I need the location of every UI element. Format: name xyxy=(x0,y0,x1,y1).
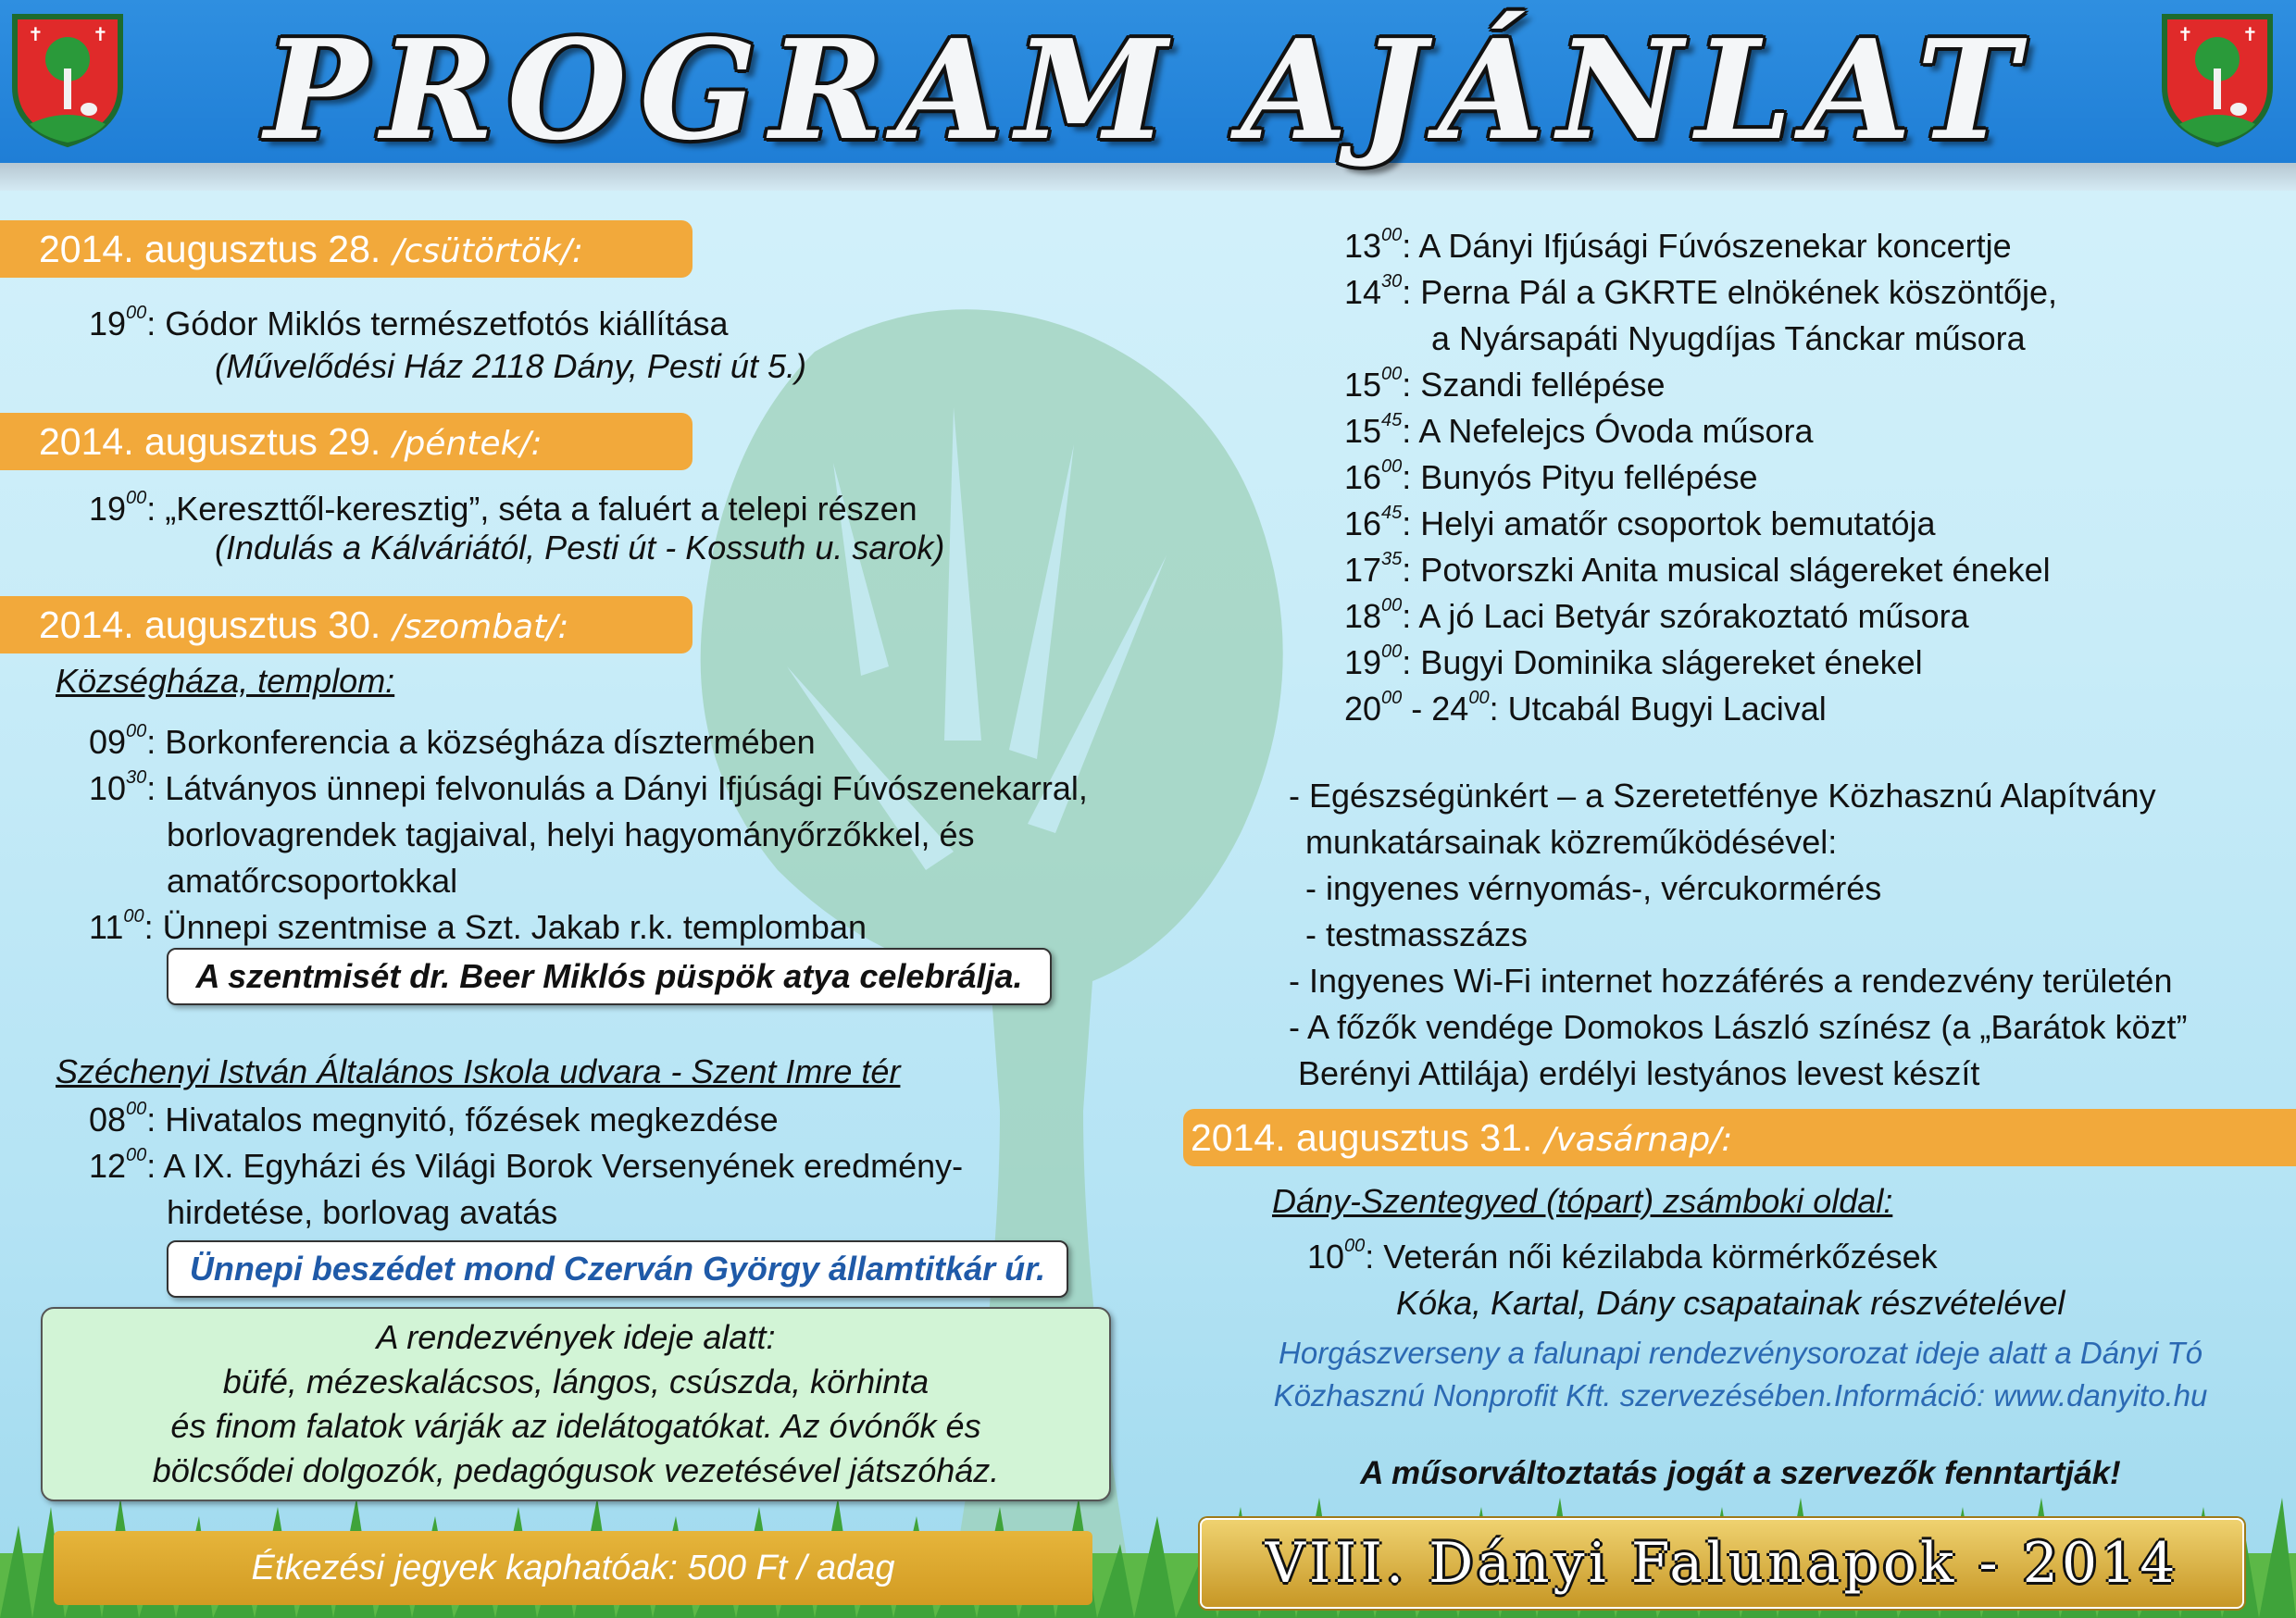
schedule-item: $19^{00}$: Bugyi Dominika slágereket énekel xyxy=(1344,641,1923,681)
date-bar-aug-30: 2014. augusztus 30. /szombat/: xyxy=(0,596,693,653)
schedule-item-detail: (Művelődési Ház 2118 Dány, Pesti út 5.) xyxy=(215,347,806,385)
extra-item: - Egészségünkért – a Szeretetfénye Közhasznú Alapítvány xyxy=(1289,777,2156,815)
food-info-line: A rendezvények ideje alatt: xyxy=(376,1318,776,1356)
schedule-item: $08^{00}$: Hivatalos megnyitó, főzések megkezdése xyxy=(89,1099,779,1139)
schedule-item: $16^{00}$: Bunyós Pityu fellépése xyxy=(1344,456,1758,496)
extra-item: munkatársainak közreműködésével: xyxy=(1305,823,1838,861)
schedule-item: $16^{45}$: Helyi amatőr csoportok bemutatója xyxy=(1344,503,1936,542)
schedule-item: $17^{35}$: Potvorszki Anita musical slágereket énekel xyxy=(1344,549,2051,589)
event-footer-banner: VIII. Dányi Falunapok - 2014 xyxy=(1200,1518,2244,1609)
schedule-item-detail: a Nyársapáti Nyugdíjas Tánckar műsora xyxy=(1431,319,2026,357)
schedule-item: $09^{00}$: Borkonferencia a községháza dísztermében xyxy=(89,721,816,761)
coat-of-arms-left-icon xyxy=(11,13,124,148)
food-info-line: bölcsődei dolgozók, pedagógusok vezetésével játszóház. xyxy=(152,1451,1000,1489)
schedule-item: $19^{00}$: Gódor Miklós természetfotós kiállítása xyxy=(89,303,729,342)
extra-item: - ingyenes vérnyomás-, vércukormérés xyxy=(1305,869,1882,907)
date-bar-aug-31: 2014. augusztus 31. /vasárnap/: xyxy=(1183,1109,2296,1166)
venue-heading: Dány-Szentegyed (tópart) zsámboki oldal: xyxy=(1272,1182,1893,1220)
schedule-item: $14^{30}$: Perna Pál a GKRTE elnökének köszöntője, xyxy=(1344,271,2058,311)
schedule-item: $15^{45}$: A Nefelejcs Óvoda műsora xyxy=(1344,410,1814,450)
mass-celebrant-note: A szentmisét dr. Beer Miklós püspök atya celebrálja. xyxy=(167,948,1052,1005)
rights-reserved-note: A műsorváltoztatás jogát a szervezők fenntartják! xyxy=(1360,1455,2121,1491)
fishing-note: Közhasznú Nonprofit Kft. szervezésében.Információ: www.danyito.hu xyxy=(1273,1378,2208,1413)
page-title: PROGRAM AJÁNLAT xyxy=(264,9,2032,170)
food-info-line: büfé, mézeskalácsos, lángos, csúszda, körhinta xyxy=(222,1363,930,1400)
extra-item: Berényi Attilája) erdélyi lestyános levest készít xyxy=(1298,1054,1980,1092)
schedule-item-detail: Kóka, Kartal, Dány csapatainak részvételével xyxy=(1396,1284,2065,1322)
extra-item: - Ingyenes Wi-Fi internet hozzáférés a rendezvény területén xyxy=(1289,962,2173,1000)
speech-note: Ünnepi beszédet mond Czerván György államtitkár úr. xyxy=(167,1240,1068,1298)
schedule-item: $13^{00}$: A Dányi Ifjúsági Fúvószenekar koncertje xyxy=(1344,225,2012,265)
date-bar-aug-29: 2014. augusztus 29. /péntek/: xyxy=(0,413,693,470)
schedule-item-detail: amatőrcsoportokkal xyxy=(167,862,458,900)
svg-text:✝: ✝ xyxy=(2177,23,2193,45)
schedule-item: $10^{30}$: Látványos ünnepi felvonulás a Dányi Ifjúsági Fúvószenekarral, xyxy=(89,767,1088,807)
venue-heading: Széchenyi István Általános Iskola udvara - Szent Imre tér xyxy=(56,1052,901,1090)
schedule-item: $18^{00}$: A jó Laci Betyár szórakoztató műsora xyxy=(1344,595,1969,635)
schedule-item-detail: hirdetése, borlovag avatás xyxy=(167,1193,558,1231)
coat-of-arms-right-icon xyxy=(2161,13,2274,148)
schedule-item: $11^{00}$: Ünnepi szentmise a Szt. Jakab r.k. templomban xyxy=(89,906,867,946)
svg-text:✝: ✝ xyxy=(28,23,44,45)
svg-text:✝: ✝ xyxy=(2242,23,2258,45)
schedule-item-detail: borlovagrendek tagjaival, helyi hagyományőrzőkkel, és xyxy=(167,815,975,853)
schedule-item: $19^{00}$: „Kereszttől-keresztig”, séta a faluért a telepi részen xyxy=(89,488,917,528)
schedule-item-detail: (Indulás a Kálváriától, Pesti út - Kossuth u. sarok) xyxy=(215,529,945,566)
schedule-item: $20^{00} - 24^{00}$: Utcabál Bugyi Lacival xyxy=(1344,688,1827,728)
venue-heading: Községháza, templom: xyxy=(56,662,395,700)
schedule-item: $12^{00}$: A IX. Egyházi és Világi Borok Versenyének eredmény- xyxy=(89,1145,964,1185)
schedule-item: $10^{00}$: Veterán női kézilabda körmérkőzések xyxy=(1307,1236,1938,1276)
extra-item: - A főzők vendége Domokos László színész (a „Barátok közt” xyxy=(1289,1008,2188,1046)
food-info-box xyxy=(41,1307,1111,1501)
schedule-item: $15^{00}$: Szandi fellépése xyxy=(1344,364,1666,404)
food-info-line: és finom falatok várják az idelátogatókat. Az óvónők és xyxy=(170,1407,981,1445)
extra-item: - testmasszázs xyxy=(1305,915,1529,953)
fishing-note: Horgászverseny a falunapi rendezvénysorozat ideje alatt a Dányi Tó xyxy=(1279,1336,2202,1370)
meal-tickets-banner: Étkezési jegyek kaphatóak: 500 Ft / adag xyxy=(54,1531,1092,1605)
svg-text:✝: ✝ xyxy=(93,23,108,45)
date-bar-aug-28: 2014. augusztus 28. /csütörtök/: xyxy=(0,220,693,278)
